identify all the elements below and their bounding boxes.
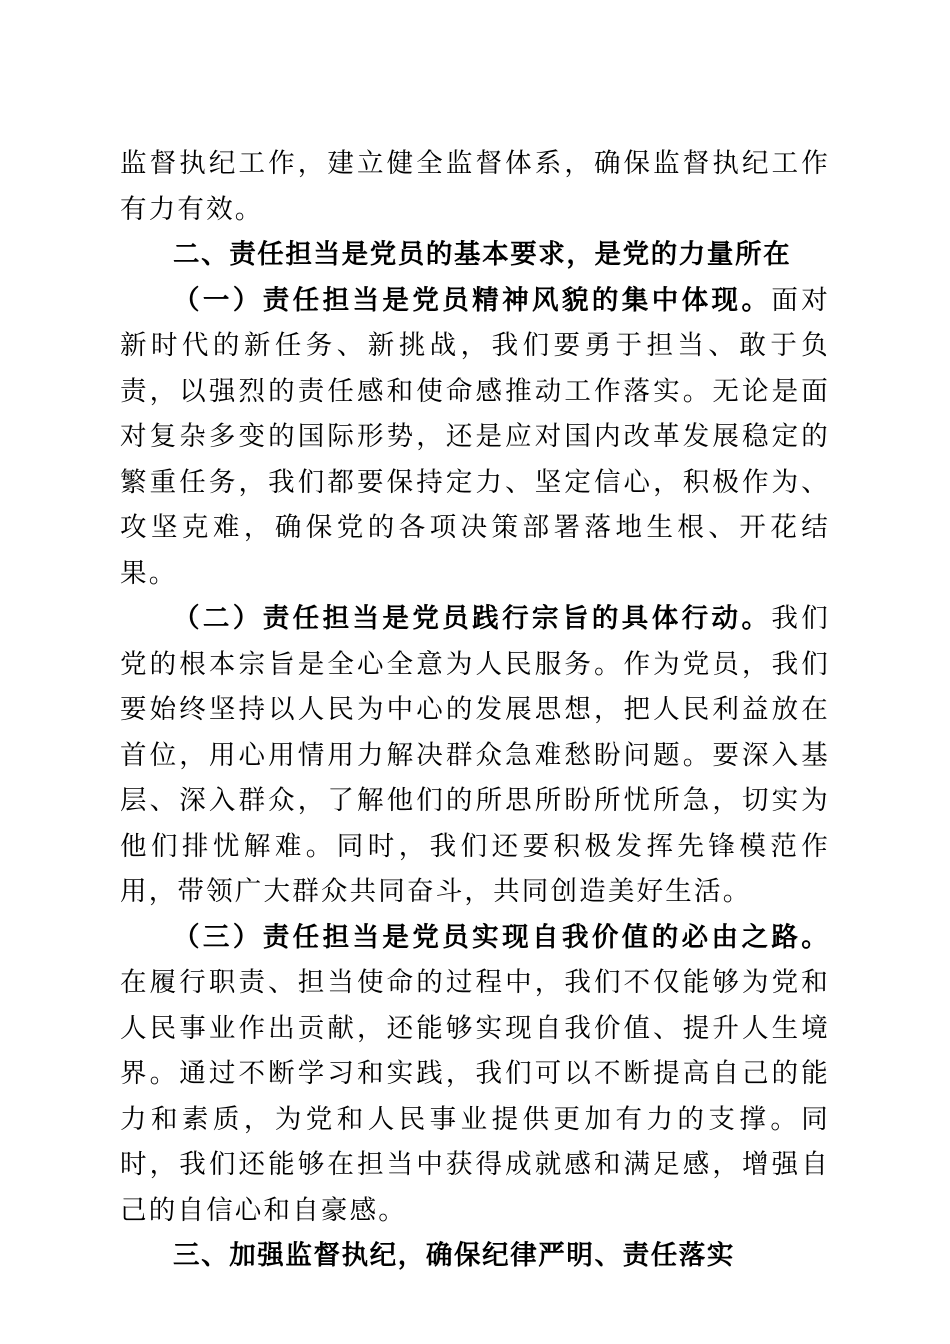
item-2-body: 我们党的根本宗旨是全心全意为人民服务。作为党员，我们要始终坚持以人民为中心的发展思想，把人民利益放在首位，用心用情用力解决群众急难愁盼问题。要深入基层、深入群众，了解他们的所思所盼所忧所急，切实为他们排忧解难。同时，我们还要积极发挥先锋模范作用，带领广大群众共同奋斗，共同创造美好生活。 [120, 603, 830, 907]
item-1-body: 面对新时代的新任务、新挑战，我们要勇于担当、敢于负责，以强烈的责任感和使命感推动工作落实。无论是面对复杂多变的国际形势，还是应对国内改革发展稳定的繁重任务，我们都要保持定力、坚定信心，积极作为、攻坚克难，确保党的各项决策部署落地生根、开花结果。 [120, 284, 830, 589]
item-3-label: （三）责任担当是党员实现自我价值的必由之路。 [173, 921, 830, 953]
section-two-item-1 [120, 278, 830, 597]
section-two-item-2 [120, 596, 830, 915]
section-two-item-3 [120, 915, 830, 1234]
item-3-body: 在履行职责、担当使命的过程中，我们不仅能够为党和人民事业作出贡献，还能够实现自我价值、提升人生境界。通过不断学习和实践，我们可以不断提高自己的能力和素质，为党和人民事业提供更加有力的支撑。同时，我们还能够在担当中获得成就感和满足感，增强自己的自信心和自豪感。 [120, 967, 830, 1226]
opening-paragraph: 监督执纪工作，建立健全监督体系，确保监督执纪工作有力有效。 [120, 148, 830, 225]
section-three-heading: 三、加强监督执纪，确保纪律严明、责任落实 [173, 1240, 735, 1271]
section-two-heading: 二、责任担当是党员的基本要求，是党的力量所在 [173, 239, 792, 270]
document-page [120, 141, 830, 1279]
item-2-label: （二）责任担当是党员践行宗旨的具体行动。 [173, 603, 772, 634]
item-1-label: （一）责任担当是党员精神风貌的集中体现。 [173, 284, 772, 316]
